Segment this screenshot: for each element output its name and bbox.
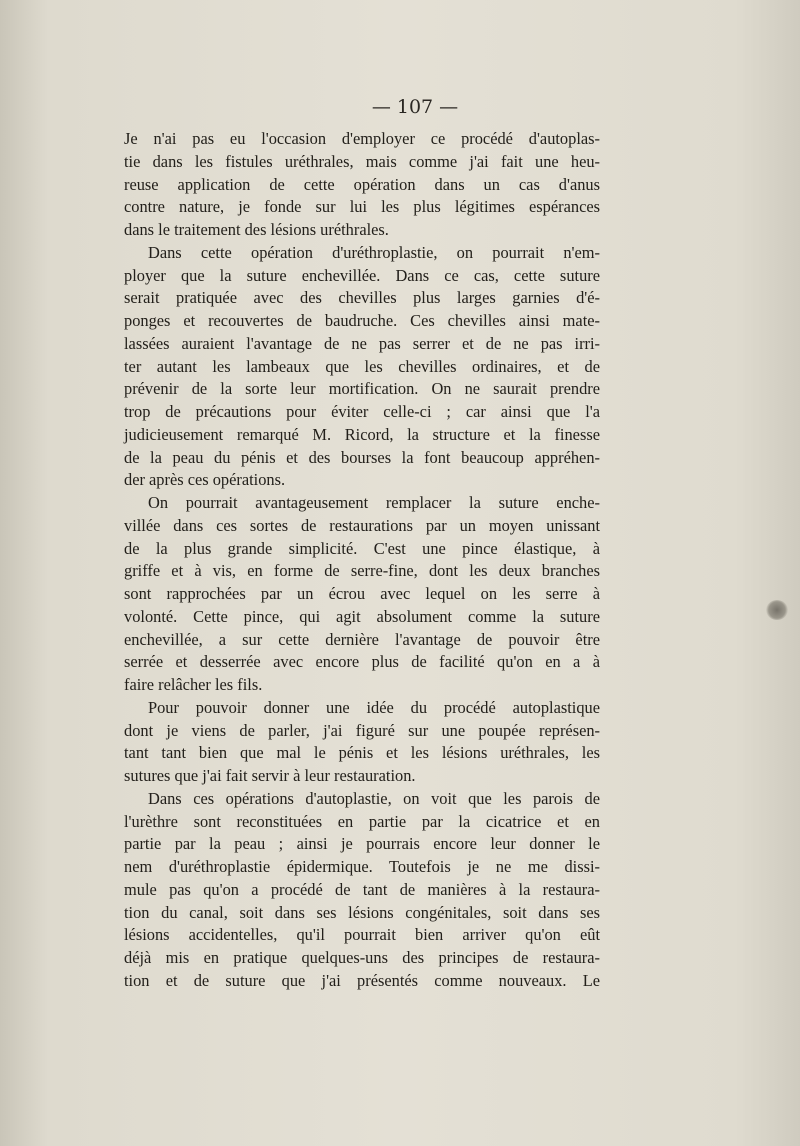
text-line: de la plus grande simplicité. C'est une pince élastique, à: [124, 538, 600, 558]
text-line: tant tant bien que mal le pénis et les lésions uréthrales, les: [124, 743, 600, 763]
page-number: — 107 —: [371, 96, 459, 118]
text-line: contre nature, je fonde sur lui les plus légitimes espérances: [124, 197, 600, 217]
text-line: reuse application de cette opération dans un cas d'anus: [124, 174, 600, 194]
text-line: tion du canal, soit dans ses lésions congénitales, soit dans ses: [124, 902, 600, 922]
text-line: tie dans les fistules uréthrales, mais comme j'ai fait une heu-: [124, 151, 600, 171]
text-line: lassées auraient l'avantage de ne pas serrer et de ne pas irri-: [124, 333, 600, 353]
text-line: ployer que la suture enchevillée. Dans ce cas, cette suture: [124, 265, 600, 285]
text-line: volonté. Cette pince, qui agit absolument comme la suture: [124, 606, 600, 626]
text-line: serait pratiquée avec des chevilles plus larges garnies d'é-: [124, 288, 600, 308]
text-line: ponges et recouvertes de baudruche. Ces chevilles ainsi mate-: [124, 311, 600, 330]
text-line: enchevillée, a sur cette dernière l'avantage de pouvoir être: [124, 629, 600, 649]
text-line: On pourrait avantageusement remplacer la suture enche-: [148, 493, 600, 512]
text-line: Je n'ai pas eu l'occasion d'employer ce procédé d'autoplas-: [124, 129, 600, 148]
text-line: l'urèthre sont reconstituées en partie par la cicatrice et en: [124, 811, 600, 831]
text-line: Pour pouvoir donner une idée du procédé autoplastique: [148, 697, 600, 717]
text-line: partie par la peau ; ainsi je pourrais encore leur donner le: [124, 834, 600, 854]
text-line: faire relâcher les fils.: [124, 675, 263, 694]
text-line: trop de précautions pour éviter celle-ci ; car ainsi que l'a: [124, 402, 600, 421]
text-line: lésions accidentelles, qu'il pourrait bien arriver qu'on eût: [124, 925, 600, 945]
text-line: nem d'uréthroplastie épidermique. Toutefois je ne me dissi-: [124, 857, 600, 876]
text-line: Dans ces opérations d'autoplastie, on voit que les parois de: [148, 788, 600, 808]
text-line: sutures que j'ai fait servir à leur restauration.: [124, 766, 416, 785]
text-line: dont je viens de parler, j'ai figuré sur une poupée représen-: [124, 720, 600, 740]
text-line: sont rapprochées par un écrou avec lequel on les serre à: [124, 584, 600, 603]
text-line: tion et de suture que j'ai présentés comme nouveaux. Le: [124, 970, 600, 990]
text-line: ter autant les lambeaux que les chevilles ordinaires, et de: [124, 356, 600, 376]
text-line: der après ces opérations.: [124, 470, 286, 490]
text-line: de la peau du pénis et des bourses la font beaucoup appréhen-: [124, 447, 600, 467]
text-line: griffe et à vis, en forme de serre-fine, dont les deux branches: [124, 561, 600, 581]
paper-stain: [766, 600, 788, 620]
text-line: déjà mis en pratique quelques-uns des principes de restaura-: [124, 948, 600, 967]
body-text: [124, 128, 600, 993]
text-line: prévenir de la sorte leur mortification. On ne saurait prendre: [124, 379, 600, 399]
text-line: Dans cette opération d'uréthroplastie, on pourrait n'em-: [148, 242, 600, 262]
text-line: serrée et desserrée avec encore plus de facilité qu'on en a à: [124, 652, 600, 672]
text-line: judicieusement remarqué M. Ricord, la structure et la finesse: [124, 424, 600, 444]
text-line: dans le traitement des lésions uréthrales.: [124, 220, 389, 239]
text-line: mule pas qu'on a procédé de tant de manières à la restaura-: [124, 879, 600, 899]
text-line: villée dans ces sortes de restaurations par un moyen unissant: [124, 515, 600, 535]
